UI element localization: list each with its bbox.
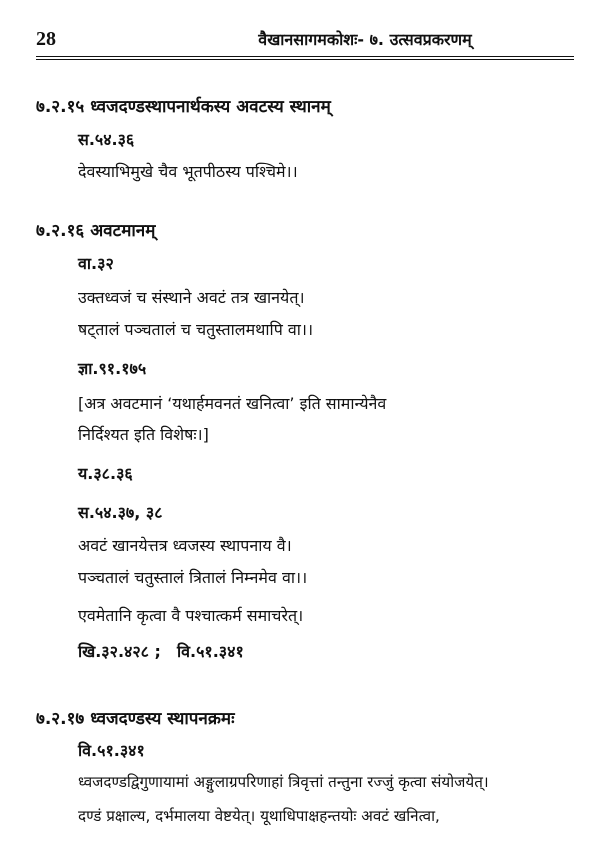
cross-reference-row xyxy=(78,640,244,662)
source-reference: खि.३२.४२८ ; xyxy=(78,642,161,661)
page-header xyxy=(36,26,574,56)
verse-line: पञ्चतालं चतुस्तालं त्रितालं निम्नमेव वा।। xyxy=(78,568,308,587)
note-line: निर्दिश्यत इति विशेषः।] xyxy=(78,425,209,444)
section-heading: ७.२.१७ ध्वजदण्डस्य स्थापनक्रमः xyxy=(36,709,235,729)
source-reference: ज्ञा.९१.१७५ xyxy=(78,359,147,378)
source-reference: वा.३२ xyxy=(78,254,114,273)
verse-line: उक्तध्वजं च संस्थाने अवटं तत्र खानयेत्। xyxy=(78,288,305,307)
verse-line: षट्तालं पञ्चतालं च चतुस्तालमथापि वा।। xyxy=(78,320,314,339)
verse-line: देवस्याभिमुखे चैव भूतपीठस्य पश्चिमे।। xyxy=(78,162,298,181)
source-reference: स.५४.३६ xyxy=(78,130,135,149)
section-heading: ७.२.१६ अवटमानम् xyxy=(36,221,156,241)
verse-line: अवटं खानयेत्तत्र ध्वजस्य स्थापनाय वै। xyxy=(78,536,292,555)
header-rule xyxy=(36,56,574,57)
verse-line: एवमेतानि कृत्वा वै पश्चात्कर्म समाचरेत्। xyxy=(78,606,304,625)
running-title: वैखानसागमकोशः- ७. उत्सवप्रकरणम् xyxy=(258,30,472,49)
note-line: [अत्र अवटमानं ‘यथार्हमवनतं खनित्वा’ इति सामान्येनैव xyxy=(78,394,387,413)
source-reference: वि.५१.३४१ xyxy=(78,741,145,760)
prose-line: ध्वजदण्डद्विगुणायामां अङ्गुलाग्रपरिणाहां त्रिवृत्तां तन्तुना रज्जुं कृत्वा संयोजयेत्। xyxy=(78,773,489,791)
source-reference: स.५४.३७, ३८ xyxy=(78,503,163,522)
prose-line: दण्डं प्रक्षाल्य, दर्भमालया वेष्टयेत्। यूथाधिपाक्षहन्तयोः अवटं खनित्वा, xyxy=(78,807,440,825)
section-heading: ७.२.१५ ध्वजदण्डस्थापनार्थकस्य अवटस्य स्थानम् xyxy=(36,97,331,117)
header-rule-thin xyxy=(36,59,574,60)
page-number: 28 xyxy=(36,28,56,50)
source-reference: य.३८.३६ xyxy=(78,464,133,483)
source-reference: वि.५१.३४१ xyxy=(176,642,244,661)
